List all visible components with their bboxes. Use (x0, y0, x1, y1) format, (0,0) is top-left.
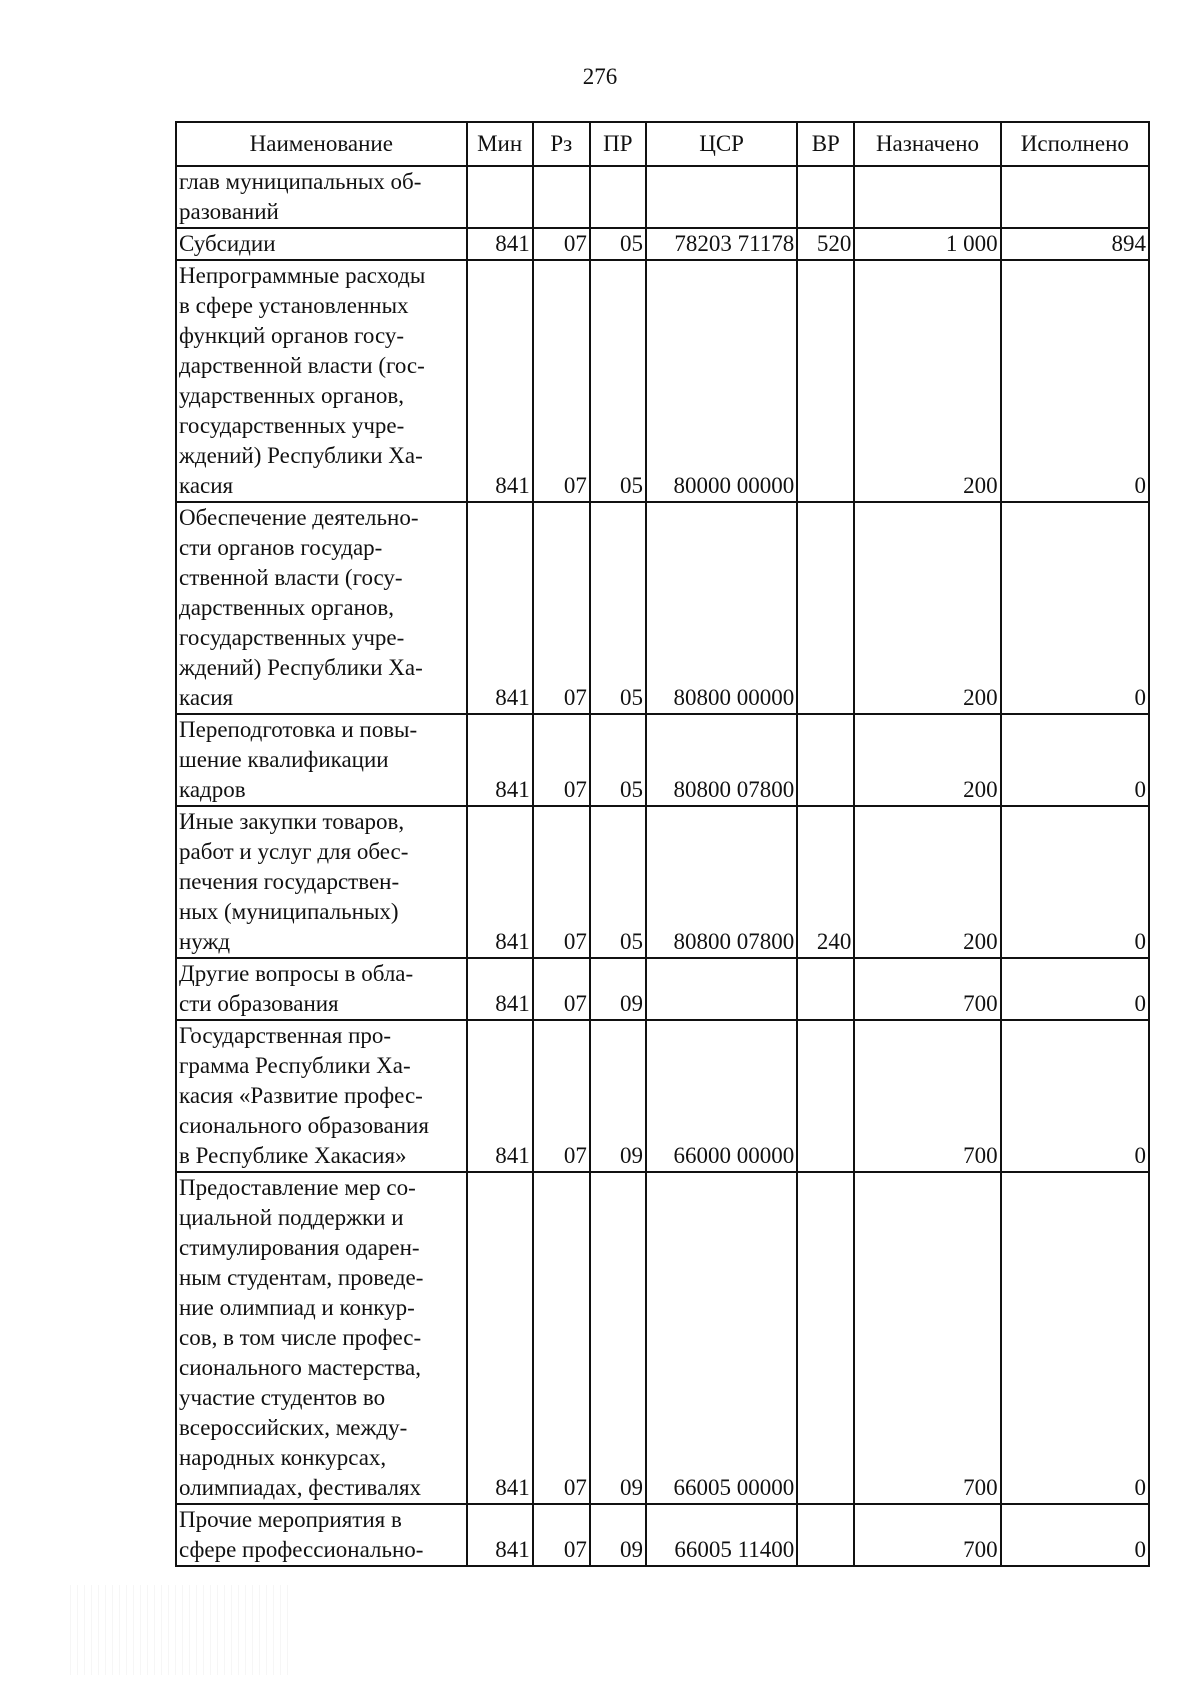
cell-pr: 09 (590, 958, 646, 1020)
cell-vr (797, 714, 854, 806)
cell-vr (797, 502, 854, 714)
cell-min: 841 (467, 502, 533, 714)
cell-assigned: 700 (854, 1020, 1000, 1172)
cell-assigned: 200 (854, 260, 1000, 502)
cell-pr: 09 (590, 1020, 646, 1172)
cell-assigned: 700 (854, 1172, 1000, 1504)
cell-min: 841 (467, 958, 533, 1020)
cell-csr: 80800 07800 (646, 806, 797, 958)
table-row (176, 958, 1149, 1020)
table-row (176, 1020, 1149, 1172)
cell-assigned (854, 166, 1000, 228)
cell-vr (797, 1020, 854, 1172)
cell-name: Прочие мероприятия в сфере профессионально- (176, 1504, 467, 1566)
budget-execution-table (175, 121, 1150, 1567)
cell-name: Предоставление мер со- циальной поддержки и стимулирования одарен- ным студентам, проведе- ние олимпиад и конкур- сов, в том числе профес- сионального мастерства, участие студентов во всероссийских, между- народных конкурсах, олимпиадах, фестивалях (176, 1172, 467, 1504)
cell-executed: 0 (1001, 958, 1149, 1020)
cell-name: Переподготовка и повы- шение квалификации кадров (176, 714, 467, 806)
cell-pr: 09 (590, 1504, 646, 1566)
cell-rz: 07 (533, 1020, 590, 1172)
header-pr: ПР (590, 122, 646, 166)
cell-csr (646, 958, 797, 1020)
cell-pr: 09 (590, 1172, 646, 1504)
cell-csr: 66000 00000 (646, 1020, 797, 1172)
cell-min: 841 (467, 1020, 533, 1172)
cell-executed: 0 (1001, 260, 1149, 502)
cell-name: Субсидии (176, 228, 467, 260)
header-vr: ВР (797, 122, 854, 166)
cell-pr: 05 (590, 228, 646, 260)
cell-csr: 66005 11400 (646, 1504, 797, 1566)
cell-name: Обеспечение деятельно- сти органов государ- ственной власти (госу- дарственных органов, государственных учре- ждений) Республики Ха- касия (176, 502, 467, 714)
scan-artifact (70, 1585, 290, 1675)
table-row (176, 1504, 1149, 1566)
table-row (176, 714, 1149, 806)
cell-rz: 07 (533, 1504, 590, 1566)
cell-rz: 07 (533, 228, 590, 260)
cell-executed: 0 (1001, 1020, 1149, 1172)
cell-rz: 07 (533, 260, 590, 502)
table-row (176, 260, 1149, 502)
cell-vr (797, 260, 854, 502)
cell-name: Непрограммные расходы в сфере установленных функций органов госу- дарственной власти (гос- ударственных органов, государственных учре- ждений) Республики Ха- касия (176, 260, 467, 502)
cell-csr: 80800 00000 (646, 502, 797, 714)
cell-pr: 05 (590, 714, 646, 806)
cell-pr (590, 166, 646, 228)
cell-assigned: 700 (854, 958, 1000, 1020)
cell-min (467, 166, 533, 228)
cell-executed: 0 (1001, 502, 1149, 714)
page-number: 276 (582, 64, 618, 89)
cell-name: Иные закупки товаров, работ и услуг для обес- печения государствен- ных (муниципальных) нужд (176, 806, 467, 958)
cell-name: Государственная про- грамма Республики Ха- касия «Развитие профес- сионального образования в Республике Хакасия» (176, 1020, 467, 1172)
cell-assigned: 200 (854, 502, 1000, 714)
cell-csr: 80000 00000 (646, 260, 797, 502)
cell-executed: 0 (1001, 714, 1149, 806)
table-row (176, 1172, 1149, 1504)
table-row (176, 228, 1149, 260)
cell-rz: 07 (533, 1172, 590, 1504)
header-min: Мин (467, 122, 533, 166)
cell-rz: 07 (533, 714, 590, 806)
cell-name: глав муниципальных об- разований (176, 166, 467, 228)
header-csr: ЦСР (646, 122, 797, 166)
table-body (176, 166, 1149, 1566)
cell-min: 841 (467, 228, 533, 260)
cell-assigned: 700 (854, 1504, 1000, 1566)
cell-min: 841 (467, 260, 533, 502)
cell-pr: 05 (590, 806, 646, 958)
cell-vr (797, 1504, 854, 1566)
cell-executed: 0 (1001, 1172, 1149, 1504)
cell-csr: 80800 07800 (646, 714, 797, 806)
header-assigned: Назначено (854, 122, 1000, 166)
header-name: Наименование (176, 122, 467, 166)
cell-pr: 05 (590, 260, 646, 502)
cell-vr: 240 (797, 806, 854, 958)
cell-csr: 66005 00000 (646, 1172, 797, 1504)
cell-vr (797, 1172, 854, 1504)
cell-assigned: 1 000 (854, 228, 1000, 260)
cell-min: 841 (467, 806, 533, 958)
cell-rz: 07 (533, 806, 590, 958)
cell-rz (533, 166, 590, 228)
table-header-row (176, 122, 1149, 166)
cell-pr: 05 (590, 502, 646, 714)
table-row (176, 806, 1149, 958)
cell-executed (1001, 166, 1149, 228)
cell-name: Другие вопросы в обла- сти образования (176, 958, 467, 1020)
cell-csr (646, 166, 797, 228)
cell-min: 841 (467, 714, 533, 806)
header-rz: Рз (533, 122, 590, 166)
cell-csr: 78203 71178 (646, 228, 797, 260)
cell-vr: 520 (797, 228, 854, 260)
table-row (176, 502, 1149, 714)
header-executed: Исполнено (1001, 122, 1149, 166)
cell-min: 841 (467, 1504, 533, 1566)
cell-executed: 894 (1001, 228, 1149, 260)
cell-executed: 0 (1001, 1504, 1149, 1566)
cell-vr (797, 166, 854, 228)
cell-executed: 0 (1001, 806, 1149, 958)
table-row (176, 166, 1149, 228)
cell-vr (797, 958, 854, 1020)
cell-assigned: 200 (854, 806, 1000, 958)
cell-rz: 07 (533, 958, 590, 1020)
cell-assigned: 200 (854, 714, 1000, 806)
cell-min: 841 (467, 1172, 533, 1504)
cell-rz: 07 (533, 502, 590, 714)
